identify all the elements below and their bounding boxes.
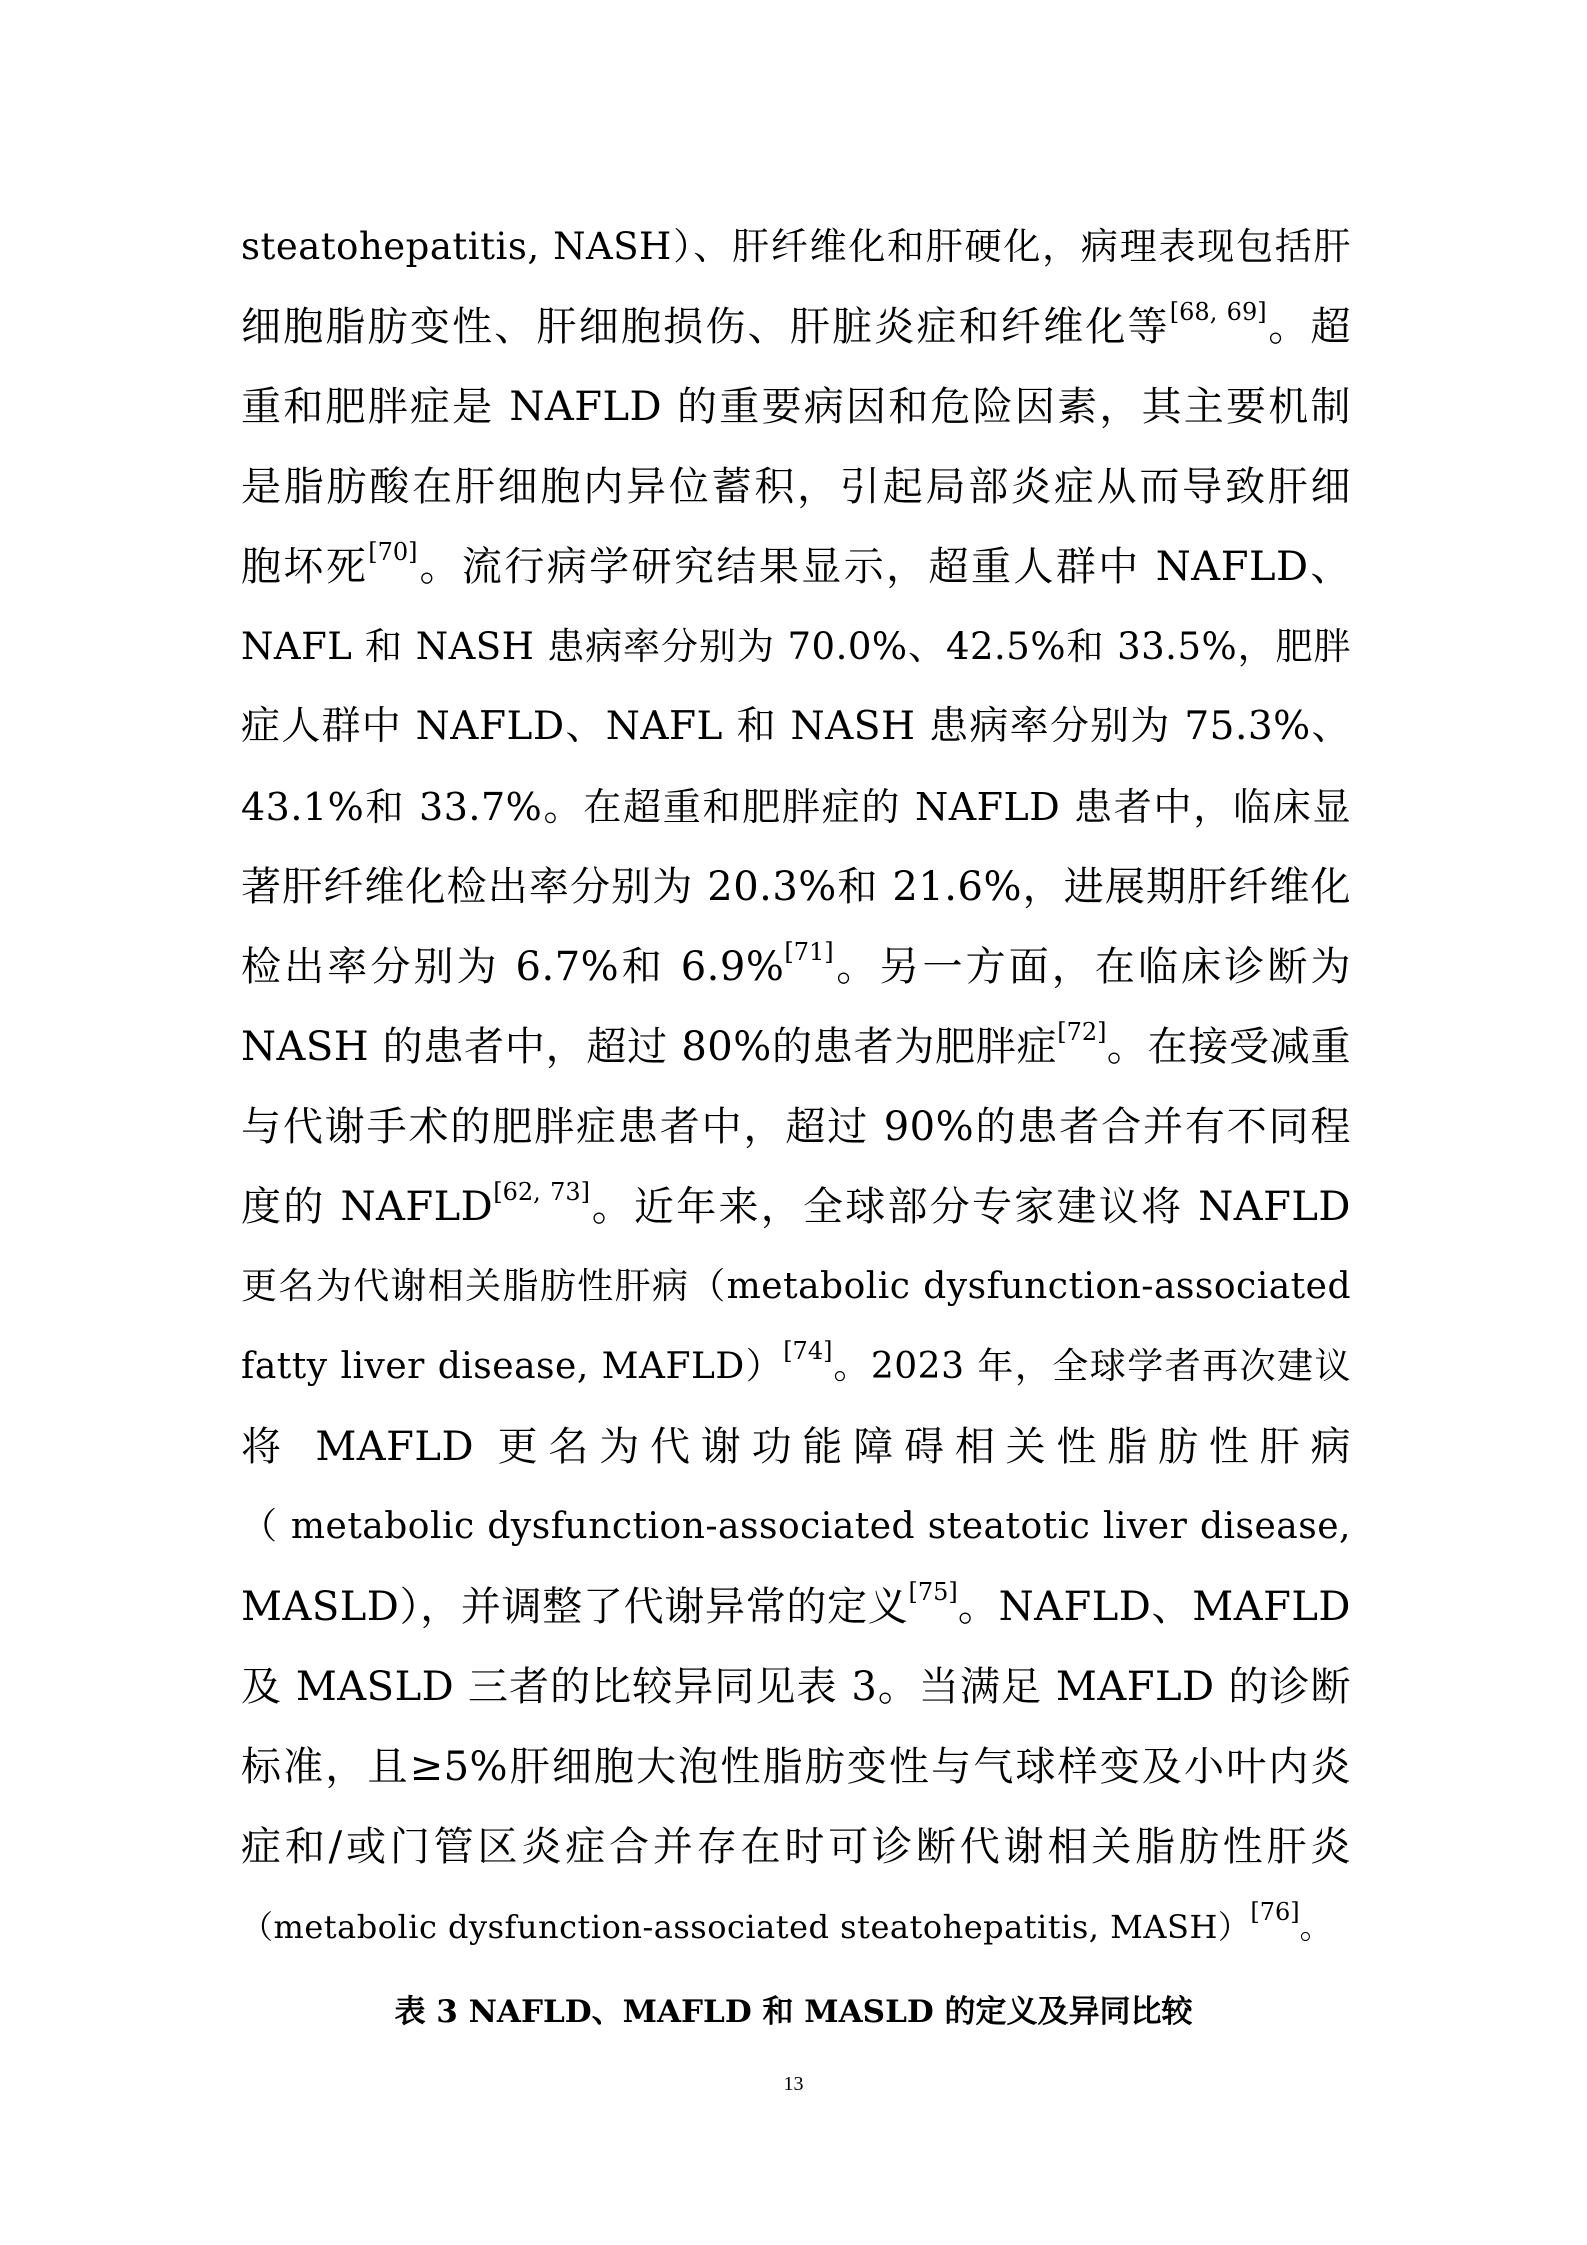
citation: [74] bbox=[783, 1339, 833, 1365]
citation: [72] bbox=[1057, 1019, 1107, 1046]
paragraph-line: 度的 NAFLD[62, 73]。近年来，全球部分专家建议将 NAFLD bbox=[241, 1179, 1351, 1230]
paragraph-line: （ metabolic dysfunction-associated steatotic liver disease, bbox=[241, 1506, 1351, 1547]
citation: [75] bbox=[908, 1579, 958, 1606]
paragraph-line: steatohepatitis, NASH）、肝纤维化和肝硬化，病理表现包括肝 bbox=[241, 225, 1351, 268]
citation: [71] bbox=[784, 939, 834, 966]
page-number: 13 bbox=[783, 2073, 804, 2095]
paragraph-line: 检出率分别为 6.7%和 6.9%[71]。另一方面，在临床诊断为 bbox=[241, 939, 1351, 990]
paragraph-line: 重和肥胖症是 NAFLD 的重要病因和危险因素，其主要机制 bbox=[241, 384, 1351, 430]
paragraph-line: MASLD），并调整了代谢异常的定义[75]。NAFLD、MAFLD bbox=[241, 1579, 1351, 1630]
paragraph-line: 43.1%和 33.7%。在超重和肥胖症的 NAFLD 患者中，临床显 bbox=[241, 785, 1351, 829]
paragraph-line: NASH 的患者中，超过 80%的患者为肥胖症[72]。在接受减重 bbox=[241, 1019, 1351, 1070]
citation: [68, 69] bbox=[1169, 299, 1267, 326]
citation: [70] bbox=[368, 539, 418, 566]
paragraph-line: 将 MAFLD 更名为代谢功能障碍相关性脂肪性肝病 bbox=[241, 1424, 1351, 1470]
paragraph-line: 症人群中 NAFLD、NAFL 和 NASH 患病率分别为 75.3%、 bbox=[241, 704, 1351, 749]
paragraph-line: 是脂肪酸在肝细胞内异位蓄积，引起局部炎症从而导致肝细 bbox=[241, 464, 1351, 510]
paragraph-line: 胞坏死[70]。流行病学研究结果显示，超重人群中 NAFLD、 bbox=[241, 539, 1351, 590]
paragraph-line: 与代谢手术的肥胖症患者中，超过 90%的患者合并有不同程 bbox=[241, 1104, 1351, 1150]
paragraph-line: fatty liver disease, MAFLD）[74]。2023 年，全球学者再次建议 bbox=[241, 1339, 1351, 1387]
citation: [76] bbox=[1250, 1899, 1300, 1927]
paragraph-line: 及 MASLD 三者的比较异同见表 3。当满足 MAFLD 的诊断 bbox=[241, 1664, 1351, 1710]
paragraph-line: （metabolic dysfunction-associated steatohepatitis, MASH）[76]。 bbox=[241, 1899, 1333, 1946]
paragraph-line: 著肝纤维化检出率分别为 20.3%和 21.6%，进展期肝纤维化 bbox=[241, 864, 1351, 910]
paragraph-line: NAFL 和 NASH 患病率分别为 70.0%、42.5%和 33.5%，肥胖 bbox=[241, 625, 1351, 668]
table-caption: 表 3 NAFLD、MAFLD 和 MASLD 的定义及异同比较 bbox=[394, 1994, 1193, 2030]
citation: [62, 73] bbox=[493, 1179, 591, 1206]
paragraph-line: 细胞脂肪变性、肝细胞损伤、肝脏炎症和纤维化等[68, 69]。超 bbox=[241, 299, 1351, 350]
paragraph-line: 标准，且≥5%肝细胞大泡性脂肪变性与气球样变及小叶内炎 bbox=[241, 1744, 1351, 1790]
paragraph-line: 症和/或门管区炎症合并存在时可诊断代谢相关脂肪性肝炎 bbox=[241, 1824, 1351, 1870]
paragraph-line: 更名为代谢相关脂肪性肝病（metabolic dysfunction-associated bbox=[241, 1266, 1351, 1307]
